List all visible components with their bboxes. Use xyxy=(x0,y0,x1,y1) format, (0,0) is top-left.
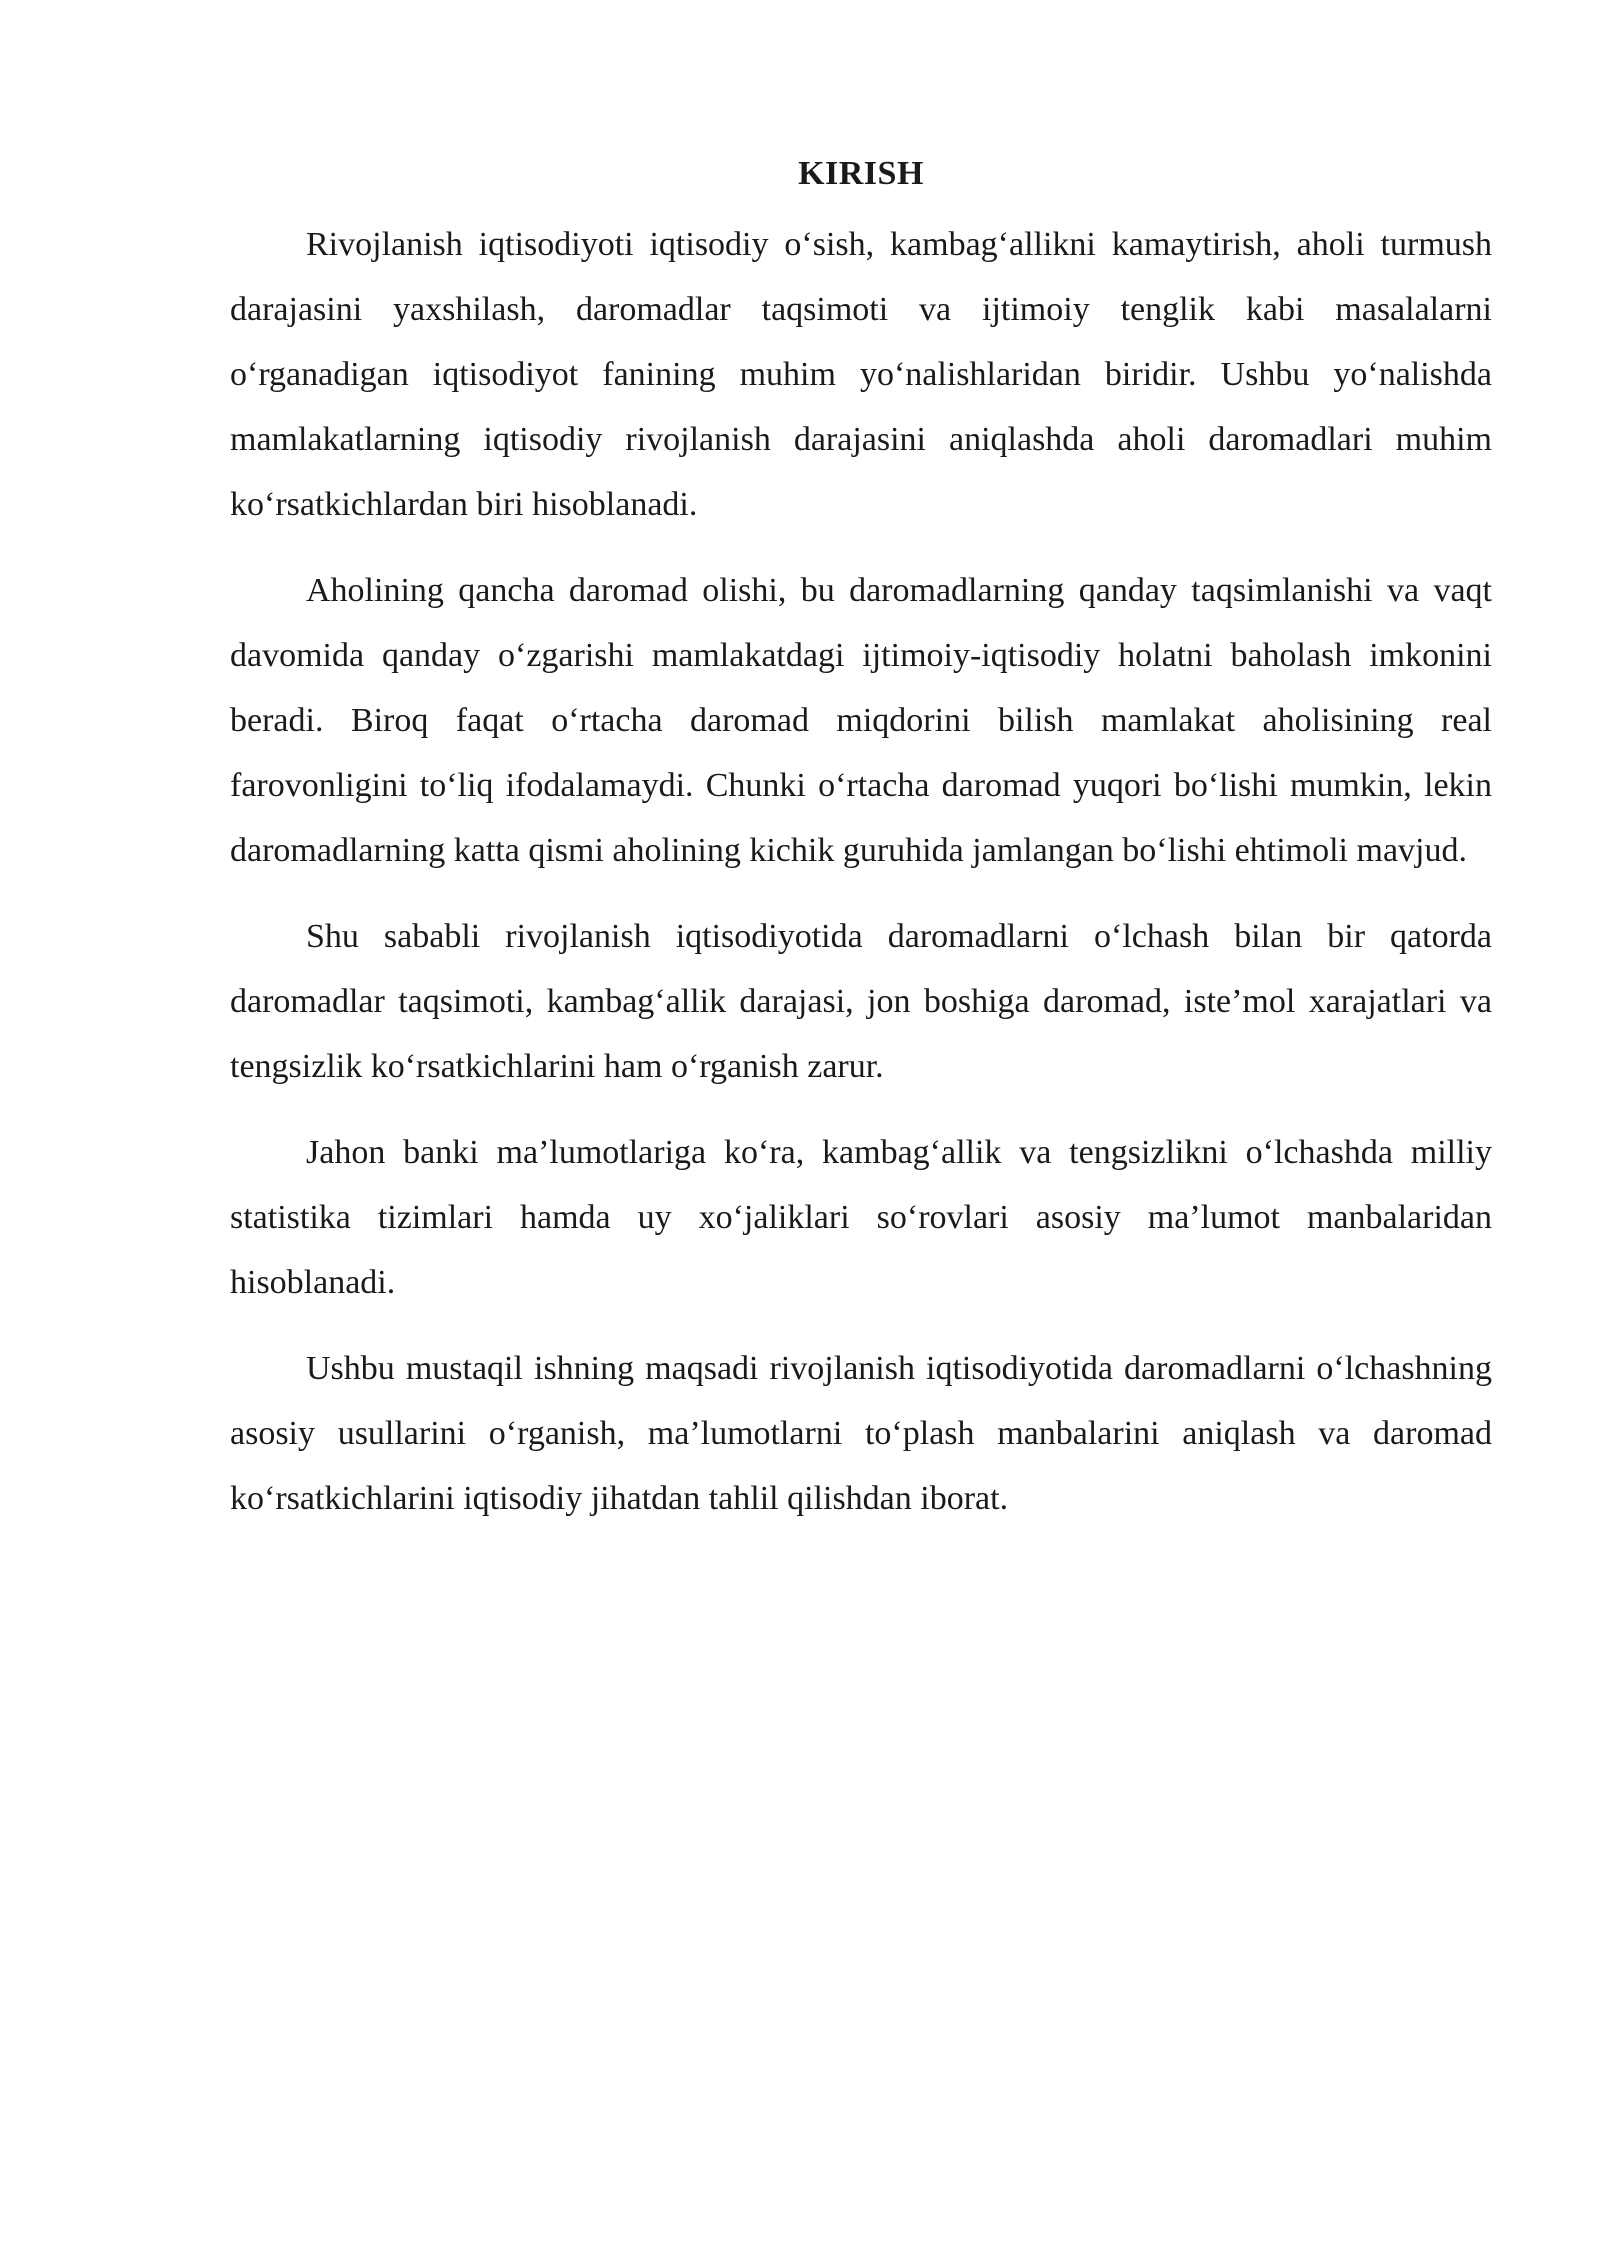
paragraph-3: Shu sababli rivojlanish iqtisodiyotida daromadlarni o‘lchash bilan bir qatorda daromadlar taqsimoti, kambag‘allik darajasi, jon boshiga daromad, iste’mol xarajatlari va tengsizlik ko‘rsatkichlarini ham o‘rganish zarur. xyxy=(230,918,1492,1085)
document-body xyxy=(230,148,1492,1531)
paragraph-2: Aholining qancha daromad olishi, bu daromadlarning qanday taqsimlanishi va vaqt davomida qanday o‘zgarishi mamlakatdagi ijtimoiy-iqtisodiy holatni baholash imkonini beradi. Biroq faqat o‘rtacha daromad miqdorini bilish mamlakat aholisining real farovonligini to‘liq ifodalamaydi. Chunki o‘rtacha daromad yuqori bo‘lishi mumkin, lekin daromadlarning katta qismi aholining kichik guruhida jamlangan bo‘lishi ehtimoli mavjud. xyxy=(230,572,1492,869)
paragraph-5: Ushbu mustaqil ishning maqsadi rivojlanish iqtisodiyotida daromadlarni o‘lchashning asosiy usullarini o‘rganish, ma’lumotlarni to‘plash manbalarini aniqlash va daromad ko‘rsatkichlarini iqtisodiy jihatdan tahlil qilishdan iborat. xyxy=(230,1350,1492,1517)
paragraph-4: Jahon banki ma’lumotlariga ko‘ra, kambag‘allik va tengsizlikni o‘lchashda milliy statistika tizimlari hamda uy xo‘jaliklari so‘rovlari asosiy ma’lumot manbalaridan hisoblanadi. xyxy=(230,1134,1492,1301)
page-title: KIRISH xyxy=(798,155,924,192)
paragraph-1: Rivojlanish iqtisodiyoti iqtisodiy o‘sish, kambag‘allikni kamaytirish, aholi turmush darajasini yaxshilash, daromadlar taqsimoti va ijtimoiy tenglik kabi masalalarni o‘rganadigan iqtisodiyot fanining muhim yo‘nalishlaridan biridir. Ushbu yo‘nalishda mamlakatlarning iqtisodiy rivojlanish darajasini aniqlashda aholi daromadlari muhim ko‘rsatkichlardan biri hisoblanadi. xyxy=(230,226,1492,523)
